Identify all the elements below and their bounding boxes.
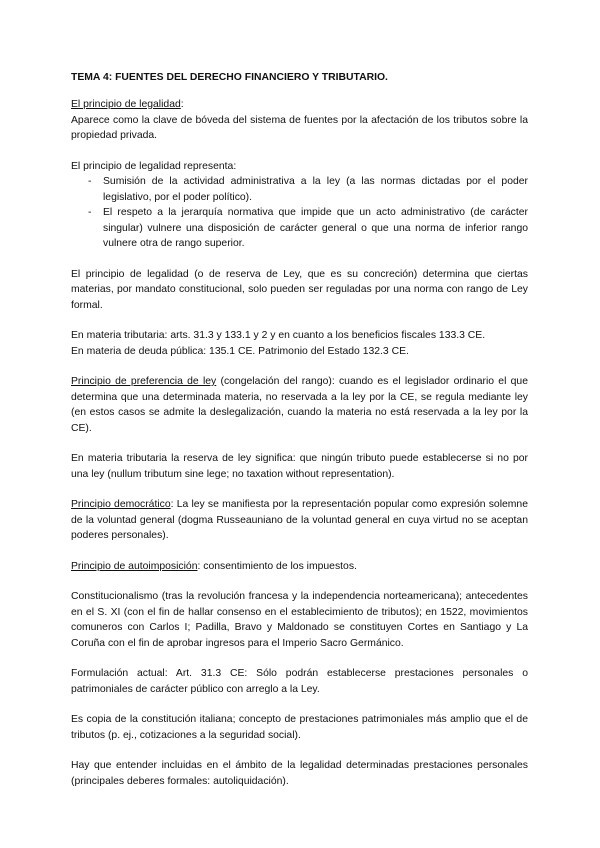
legalidad-heading-line xyxy=(71,97,528,113)
autoimposicion-paragraph xyxy=(71,559,528,575)
list-item xyxy=(71,205,528,252)
document-title: TEMA 4: FUENTES DEL DERECHO FINANCIERO Y TRIBUTARIO. xyxy=(71,72,388,83)
constitucionalismo: Constitucionalismo (tras la revolución francesa y la independencia norteamericana); antecedentes en el S. XI (con el fin de hallar consenso en el establecimiento de tributos); en 1522, movimientos comuneros con Carlos I; Padilla, Bravo y Maldonado se constituyen Cortes en Santiago y La Coruña con el fin de aprobar ingresos para el Imperio Sacro Germánico. xyxy=(71,591,528,649)
list-item xyxy=(71,174,528,205)
preferencia-heading: Principio de preferencia de ley xyxy=(71,376,217,387)
entender: Hay que entender incluidas en el ámbito de la legalidad determinadas prestaciones personales (principales deberes formales: autoliquidación). xyxy=(71,760,528,787)
preferencia-paragraph xyxy=(71,374,528,436)
democratico-heading: Principio democrático xyxy=(71,499,171,510)
formulacion: Formulación actual: Art. 31.3 CE: Sólo podrán establecerse prestaciones personales o patrimoniales de carácter público con arreglo a la Ley. xyxy=(71,668,528,695)
autoimposicion-text: : consentimiento de los impuestos. xyxy=(197,560,357,572)
dash-bullet: - xyxy=(88,176,92,187)
copia: Es copia de la constitución italiana; concepto de prestaciones patrimoniales más amplio que el de tributos (p. ej., cotizaciones a la seguridad social). xyxy=(71,714,528,741)
legalidad-heading: El principio de legalidad xyxy=(71,99,181,110)
dash-bullet: - xyxy=(88,207,92,218)
materia-tributaria: En materia tributaria: arts. 31.3 y 133.1 y 2 y en cuanto a los beneficios fiscales 133.3 CE. xyxy=(71,330,486,341)
legalidad-colon: : xyxy=(180,99,184,110)
reserva-significa: En materia tributaria la reserva de ley significa: que ningún tributo puede establecerse si no por una ley (nullum tributum sine lege; no taxation without representation). xyxy=(71,453,528,480)
reserva-text: El principio de legalidad (o de reserva de Ley, que es su concreción) determina que ciertas materias, por mandato constitucional, solo pueden ser reguladas por una norma con rango de Ley formal. xyxy=(71,268,528,311)
deuda-publica: En materia de deuda pública: 135.1 CE. Patrimonio del Estado 132.3 CE. xyxy=(71,345,409,357)
list-item-text: Sumisión de la actividad administrativa a la ley (a las normas dictadas por el poder legislativo, por el poder político). xyxy=(103,176,528,203)
document-page xyxy=(71,70,528,804)
democratico-text: : La ley se manifiesta por la representación popular como expresión solemne de la voluntad general (dogma Russeauniano de la voluntad general en cuya virtud no se aceptan poderes personales). xyxy=(71,499,528,541)
list-item-text: El respeto a la jerarquía normativa que impide que un acto administrativo (de carácter singular) vulnere una disposición de carácter general o que una norma de inferior rango vulnere otra de rango superior. xyxy=(103,207,528,249)
legalidad-text: Aparece como la clave de bóveda del sistema de fuentes por la afectación de los tributos sobre la propiedad privada. xyxy=(71,114,528,141)
preferencia-text: (congelación del rango): cuando es el legislador ordinario el que determina que una determinada materia, no reservada a la ley por la CE, se regula mediante ley (en estos casos se admite la deslegalización, cuando la materia no está reservada a la ley por la CE). xyxy=(71,376,528,434)
autoimposicion-heading: Principio de autoimposición xyxy=(71,560,198,572)
democratico-paragraph xyxy=(71,497,528,544)
representa-intro: El principio de legalidad representa: xyxy=(71,160,237,172)
representa-list xyxy=(71,174,528,252)
